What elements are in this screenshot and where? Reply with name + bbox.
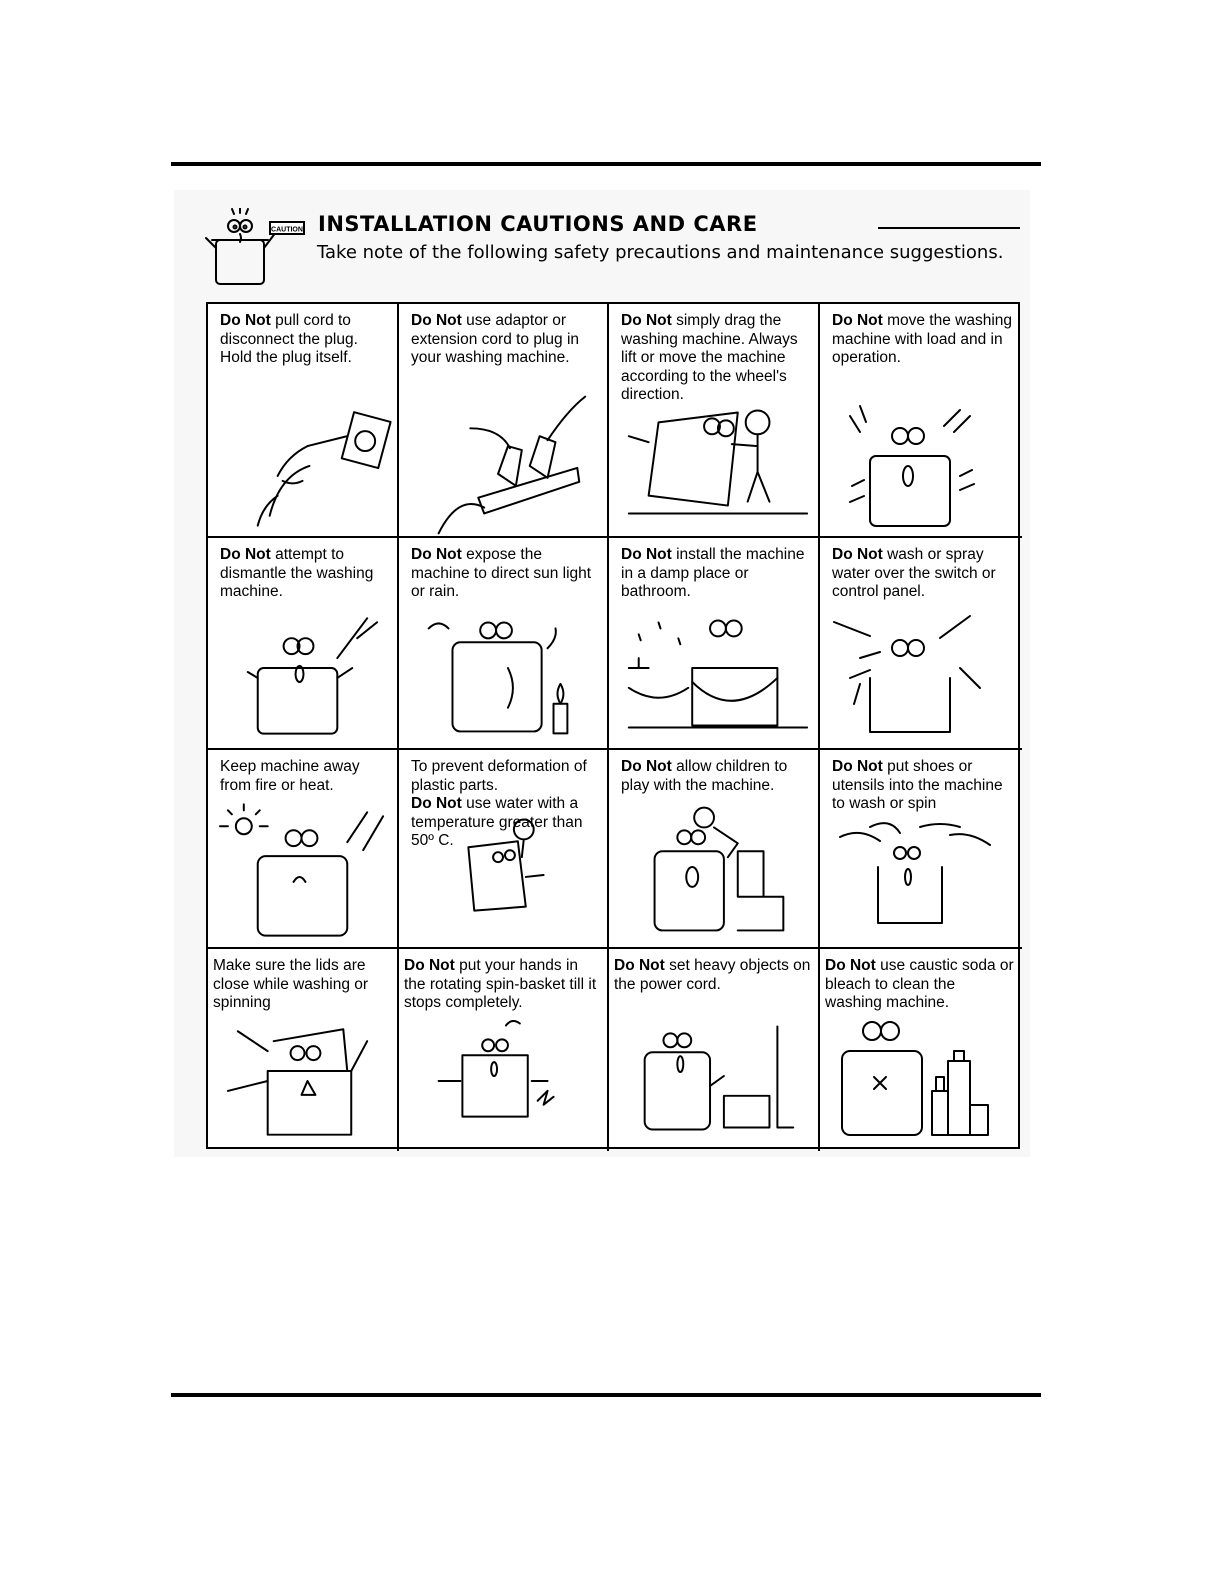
- open-lid-icon: [208, 1001, 397, 1151]
- caution-body: use water with a temperature greater than 50º C.: [411, 795, 583, 849]
- caution-body: attempt to dismantle the washing machine.: [220, 546, 374, 600]
- hot-water-icon: [399, 797, 607, 947]
- title-row: [318, 212, 1020, 242]
- unplug-by-plug-icon: [208, 386, 397, 536]
- caution-body: wash or spray water over the switch or control panel.: [832, 546, 996, 600]
- caution-cell: [820, 949, 1022, 1151]
- caution-cell: [820, 538, 1022, 750]
- caution-body: Keep machine away from fire or heat.: [220, 758, 360, 794]
- extension-cord-icon: [399, 386, 607, 536]
- caution-body: put shoes or utensils into the machine to wash or spin: [832, 758, 1003, 812]
- caution-emphasis: Do Not: [404, 957, 455, 974]
- page-title: INSTALLATION CAUTIONS AND CARE: [318, 212, 762, 236]
- caution-emphasis: Do Not: [621, 546, 672, 563]
- caution-mascot-icon: [204, 208, 310, 290]
- caution-sign-text: CAUTION: [271, 226, 303, 234]
- caution-text: [621, 758, 812, 795]
- caution-body: Make sure the lids are close while washing or spinning: [213, 957, 369, 1011]
- caution-cell: [399, 750, 609, 949]
- top-rule: [171, 162, 1041, 166]
- caution-cell: [609, 538, 820, 750]
- caution-text: [832, 312, 1016, 368]
- caution-body: pull cord to disconnect the plug. Hold the plug itself.: [220, 312, 358, 366]
- hand-in-basket-icon: [399, 1001, 607, 1151]
- caution-emphasis: Do Not: [220, 312, 271, 329]
- fire-heat-icon: [208, 797, 397, 947]
- damp-bathroom-icon: [609, 598, 818, 748]
- caution-cell: [399, 949, 609, 1151]
- child-climbing-icon: [609, 797, 818, 947]
- caution-cell: [609, 750, 820, 949]
- caution-cell: [208, 949, 399, 1151]
- page-subtitle: Take note of the following safety precautions and maintenance suggestions.: [317, 242, 1004, 263]
- caution-emphasis: Do Not: [614, 957, 665, 974]
- caution-text: [220, 758, 391, 795]
- caution-emphasis: Do Not: [825, 957, 876, 974]
- bleach-bottles-icon: [820, 1001, 1022, 1151]
- cautions-grid: [206, 302, 1020, 1149]
- bottom-rule: [171, 1393, 1041, 1397]
- caution-body: install the machine in a damp place or bathroom.: [621, 546, 805, 600]
- caution-text: [411, 312, 601, 368]
- caution-body: use caustic soda or bleach to clean the washing machine.: [825, 957, 1014, 1011]
- caution-body: allow children to play with the machine.: [621, 758, 788, 794]
- caution-cell: [399, 304, 609, 538]
- caution-emphasis: Do Not: [411, 312, 462, 329]
- shaking-machine-icon: [820, 386, 1022, 536]
- caution-emphasis: Do Not: [411, 546, 462, 563]
- dismantle-tools-icon: [208, 598, 397, 748]
- caution-body: set heavy objects on the power cord.: [614, 957, 811, 993]
- caution-emphasis: Do Not: [411, 795, 462, 812]
- caution-body: expose the machine to direct sun light or rain.: [411, 546, 592, 600]
- caution-text: [621, 546, 812, 602]
- caution-body: simply drag the washing machine. Always lift or move the machine according to the wheel's direction.: [621, 312, 798, 403]
- caution-emphasis: Do Not: [832, 546, 883, 563]
- caution-cell: [609, 304, 820, 538]
- caution-emphasis: Do Not: [621, 758, 672, 775]
- caution-text: [411, 546, 601, 602]
- caution-cell: [208, 304, 399, 538]
- caution-text: [220, 546, 391, 602]
- caution-cell: [208, 538, 399, 750]
- caution-text: [220, 312, 391, 368]
- sun-rain-machine-icon: [399, 598, 607, 748]
- title-rule: [878, 227, 1020, 229]
- caution-cell: [399, 538, 609, 750]
- heavy-object-cord-icon: [609, 1001, 818, 1151]
- caution-body: use adaptor or extension cord to plug in your washing machine.: [411, 312, 580, 366]
- caution-cell: [609, 949, 820, 1151]
- caution-text: [832, 546, 1016, 602]
- caution-emphasis: Do Not: [621, 312, 672, 329]
- caution-cell: [208, 750, 399, 949]
- caution-cell: [820, 304, 1022, 538]
- shoes-utensils-icon: [820, 797, 1022, 947]
- caution-cell: [820, 750, 1022, 949]
- caution-emphasis: Do Not: [220, 546, 271, 563]
- dragging-machine-icon: [609, 386, 818, 536]
- caution-emphasis: Do Not: [832, 758, 883, 775]
- caution-body: To prevent deformation of plastic parts.: [411, 758, 587, 794]
- caution-emphasis: Do Not: [832, 312, 883, 329]
- caution-text: [614, 957, 812, 994]
- water-spray-panel-icon: [820, 598, 1022, 748]
- caution-body: put your hands in the rotating spin-basket till it stops completely.: [404, 957, 597, 1011]
- caution-body: move the washing machine with load and in operation.: [832, 312, 1013, 366]
